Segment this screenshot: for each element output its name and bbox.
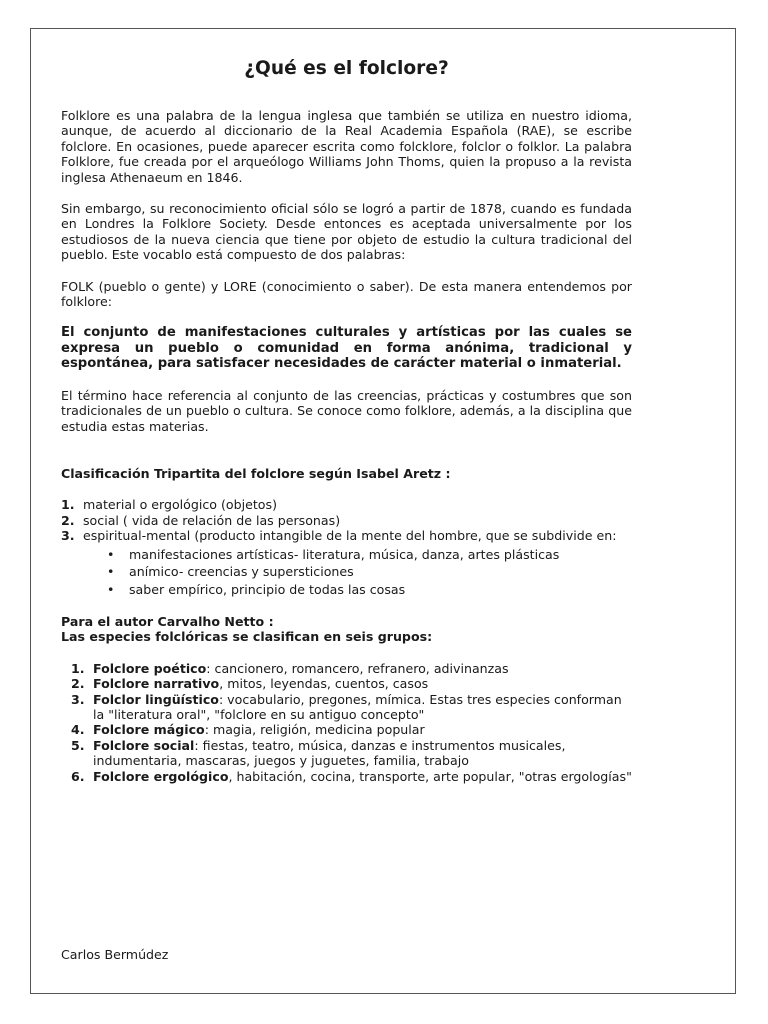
list-number: 1. — [61, 497, 75, 513]
aretz-heading: Clasificación Tripartita del folclore según Isabel Aretz : — [61, 465, 451, 481]
list-item-term: Folclore social — [93, 737, 195, 753]
paragraph-definition: El conjunto de manifestaciones culturales y artísticas por las cuales se expresa un pueblo o comunidad en forma anónima, tradicional y espontánea, para satisfacer necesidades de carácter material o inmaterial. — [61, 325, 632, 372]
list-item-term: Folclore narrativo — [93, 676, 220, 692]
list-number: 6. — [71, 768, 85, 784]
paragraph-2: Sin embargo, su reconocimiento oficial sólo se logró a partir de 1878, cuando es fundada en Londres la Folklore Society. Desde entonces es aceptada universalmente por los estudiosos de la nueva ciencia que tiene por objeto de estudio la cultura tradicional del pueblo. Este vocablo está compuesto de dos palabras: — [61, 201, 632, 263]
list-item — [61, 528, 632, 598]
sublist-item-text: anímico- creencias y supersticiones — [129, 564, 354, 580]
sublist-item — [105, 546, 632, 564]
list-item-text: : magia, religión, medicina popular — [204, 722, 425, 738]
list-item-text: : fiestas, teatro, música, danzas e instrumentos musicales, indumentaria, mascaras, juegos y juguetes, familia, trabajo — [93, 737, 566, 769]
list-item-text: espiritual-mental (producto intangible de la mente del hombre, que se subdivide en: — [83, 528, 617, 544]
document-content — [61, 58, 632, 784]
list-item-term: Folclore mágico — [93, 722, 205, 738]
list-item-text: social ( vida de relación de las personas) — [83, 512, 341, 528]
list-item — [61, 661, 632, 676]
netto-list — [61, 661, 632, 784]
aretz-sublist — [83, 546, 632, 599]
list-item-text: , habitación, cocina, transporte, arte popular, "otras ergologías" — [228, 768, 632, 784]
page-title: ¿Qué es el folclore? — [244, 58, 449, 79]
list-item-text: , mitos, leyendas, cuentos, casos — [219, 676, 429, 692]
list-item-term: Folclore ergológico — [93, 768, 229, 784]
paragraph-5: El término hace referencia al conjunto de las creencias, prácticas y costumbres que son tradicionales de un pueblo o cultura. Se conoce como folklore, además, a la disciplina que estudia estas materias. — [61, 387, 632, 434]
list-item — [61, 497, 632, 512]
list-item — [61, 692, 632, 723]
list-number: 5. — [71, 737, 85, 753]
list-number: 3. — [71, 691, 85, 707]
list-number: 2. — [61, 512, 75, 528]
list-item — [61, 676, 632, 691]
sublist-item — [105, 581, 632, 599]
netto-subheading: Las especies folclóricas se clasifican en seis grupos: — [61, 629, 433, 645]
netto-heading: Para el autor Carvalho Netto : — [61, 614, 274, 630]
list-number: 1. — [71, 660, 85, 676]
list-item-term: Folclore poético — [93, 660, 207, 676]
list-number: 3. — [61, 528, 75, 544]
paragraph-3: FOLK (pueblo o gente) y LORE (conocimiento o saber). De esta manera entendemos por folklore: — [61, 278, 632, 310]
list-item — [61, 738, 632, 769]
list-item-text: : vocabulario, pregones, mímica. Estas tres especies conforman la "literatura oral", "folclore en su antiguo concepto" — [93, 691, 622, 723]
author-signature: Carlos Bermúdez — [61, 947, 169, 962]
sublist-item-text: saber empírico, principio de todas las cosas — [129, 581, 406, 597]
list-item-text: material o ergológico (objetos) — [83, 497, 277, 513]
list-item-term: Folclor lingüístico — [93, 691, 219, 707]
bullet-icon: • — [107, 546, 115, 562]
sublist-item-text: manifestaciones artísticas- literatura, música, danza, artes plásticas — [129, 546, 560, 562]
list-item-text: : cancionero, romancero, refranero, adivinanzas — [206, 660, 509, 676]
aretz-list — [61, 497, 632, 598]
bullet-icon: • — [107, 564, 115, 580]
list-number: 2. — [71, 676, 85, 692]
bullet-icon: • — [107, 581, 115, 597]
list-number: 4. — [71, 722, 85, 738]
sublist-item — [105, 563, 632, 581]
list-item — [61, 769, 632, 784]
paragraph-1: Folklore es una palabra de la lengua inglesa que también se utiliza en nuestro idioma, aunque, de acuerdo al diccionario de la Real Academia Española (RAE), se escribe folclore. En ocasiones, puede aparecer escrita como folcklore, folclor o folklor. La palabra Folklore, fue creada por el arqueólogo Williams John Thoms, quien la propuso a la revista inglesa Athenaeum en 1846. — [61, 108, 632, 185]
list-item — [61, 513, 632, 528]
list-item — [61, 722, 632, 737]
